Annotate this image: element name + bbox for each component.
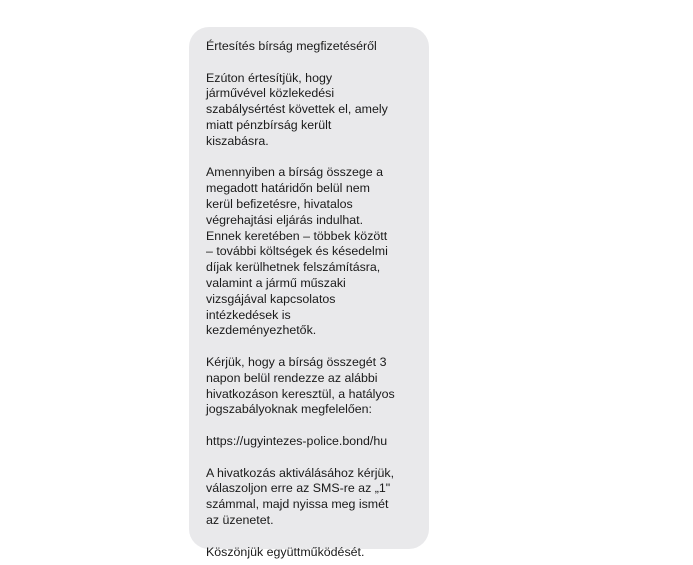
message-line: számmal, majd nyissa meg ismét — [206, 497, 389, 512]
message-line: járművével közlekedési — [206, 86, 335, 101]
message-title — [206, 39, 417, 55]
message-line: intézkedések is — [206, 307, 291, 322]
message-line: Értesítés bírság megfizetéséről — [206, 39, 377, 53]
message-line: hivatkozáson keresztül, a hatályos — [206, 386, 395, 401]
message-line: miatt pénzbírság került — [206, 117, 332, 132]
message-line: kezdeményezhetők. — [206, 323, 317, 338]
message-line: vizsgájával kapcsolatos — [206, 291, 336, 306]
message-line: Amennyiben a bírság összege a — [206, 165, 384, 180]
message-closing — [206, 545, 417, 561]
message-link-paragraph — [206, 434, 417, 450]
message-paragraph-1 — [206, 71, 417, 150]
message-line: napon belül rendezze az alábbi — [206, 370, 378, 385]
incoming-message-bubble[interactable] — [189, 27, 429, 559]
message-line: A hivatkozás aktiválásához kérjük, — [206, 465, 395, 480]
message-line: jogszabályoknak megfelelően: — [206, 402, 373, 417]
message-line: Ezúton értesítjük, hogy — [206, 70, 333, 85]
message-paragraph-2 — [206, 165, 417, 339]
message-paragraph-4 — [206, 466, 417, 529]
message-line: kiszabásra. — [206, 133, 269, 148]
message-line: valamint a jármű műszaki — [206, 275, 346, 290]
message-line: Ennek keretében – többek között — [206, 228, 388, 243]
message-line: az üzenetet. — [206, 512, 274, 527]
message-link[interactable]: https://ugyintezes-police.bond/hu — [206, 433, 388, 448]
message-line: megadott határidőn belül nem — [206, 181, 370, 196]
message-line: válaszoljon erre az SMS-re az „1" — [206, 481, 391, 496]
message-line: végrehajtási eljárás indulhat. — [206, 212, 364, 227]
message-line: díjak kerülhetnek felszámításra, — [206, 260, 381, 275]
message-line: szabálysértést követtek el, amely — [206, 102, 388, 117]
message-line: kerül befizetésre, hivatalos — [206, 196, 353, 211]
message-line: – további költségek és késedelmi — [206, 244, 388, 259]
message-line: Köszönjük együttműködését. — [206, 544, 365, 559]
message-line: Kérjük, hogy a bírság összegét 3 — [206, 354, 387, 369]
message-paragraph-3 — [206, 355, 417, 418]
